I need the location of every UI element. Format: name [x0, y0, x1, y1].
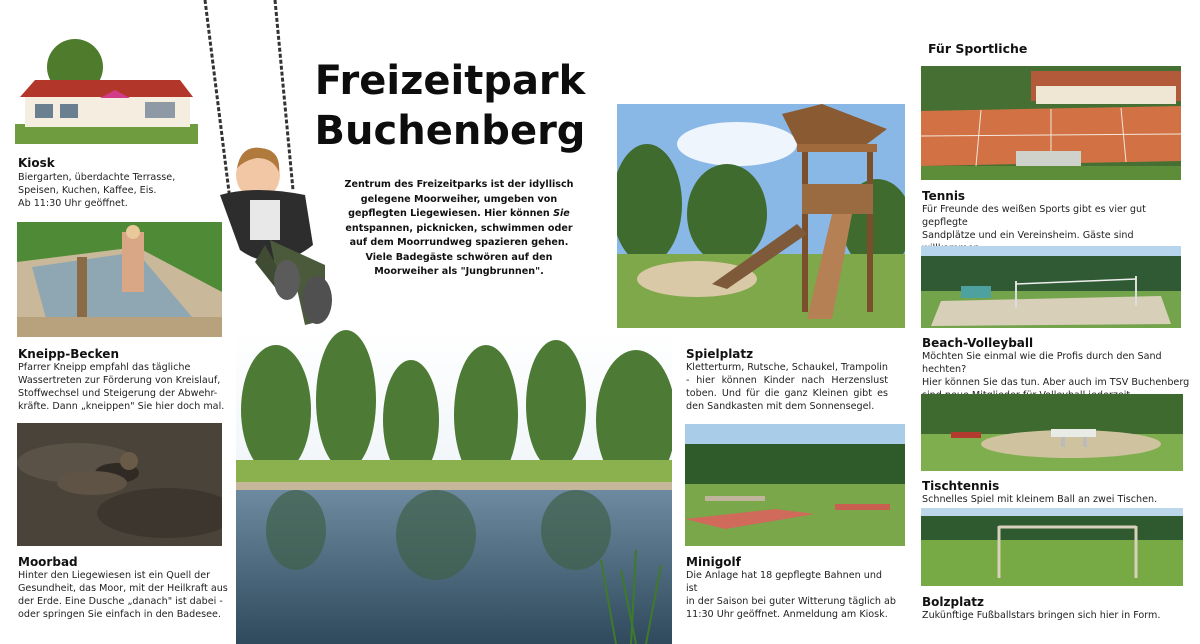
kneipp-line-4: kräfte. Dann „kneippen" Sie hier doch mal.: [18, 401, 225, 412]
tennis-line-1: Für Freunde des weißen Sports gibt es vier gut gepflegte: [922, 204, 1146, 228]
moorbad-line-4: oder springen Sie einfach in den Badesee.: [18, 609, 221, 620]
tischtennis-photo: [921, 394, 1183, 471]
kneipp-text: [18, 361, 228, 413]
kneipp-heading: Kneipp-Becken: [18, 347, 119, 361]
minigolf-line-2: in der Saison bei guter Witterung täglich ab: [686, 596, 896, 607]
playground-photo: [617, 104, 905, 328]
kneipp-line-1: Pfarrer Kneipp empfahl das tägliche: [18, 362, 191, 373]
moorbad-heading: Moorbad: [18, 555, 78, 569]
moorbad-line-2: Gesundheit, das Moor, mit der Heilkraft aus: [18, 583, 228, 594]
title-line-2: Buchenberg: [314, 108, 586, 154]
beach-line-2: Hier können Sie das tun. Aber auch im TSV Buchenberg: [922, 377, 1190, 388]
bolzplatz-photo: [921, 508, 1183, 586]
minigolf-text: [686, 569, 896, 621]
kiosk-heading: Kiosk: [18, 156, 55, 170]
kiosk-photo: [15, 32, 198, 144]
page-title: [300, 56, 600, 156]
spielplatz-heading: Spielplatz: [686, 347, 754, 361]
sports-heading: Für Sportliche: [928, 41, 1028, 56]
moorbad-line-1: Hinter den Liegewiesen ist ein Quell der: [18, 570, 211, 581]
moorbad-text: [18, 569, 228, 621]
beach-volleyball-photo: [921, 246, 1181, 328]
bolzplatz-text: [922, 609, 1192, 622]
spielplatz-text: Kletterturm, Rutsche, Schaukel, Trampolin - hier können Kinder nach Herzenslust toben. Und für die ganz Kleinen gibt es den Sandkasten mit dem Sonnensegel.: [686, 362, 888, 412]
beach-line-1: Möchten Sie einmal wie die Profis durch den Sand hechten?: [922, 351, 1162, 375]
kiosk-text: [18, 171, 198, 210]
bolzplatz-line-1: Zukünftige Fußballstars bringen sich hier in Form.: [922, 610, 1161, 621]
bolzplatz-heading: Bolzplatz: [922, 595, 985, 609]
minigolf-heading: Minigolf: [686, 555, 741, 569]
intro-emphasis: Sie: [553, 208, 570, 219]
kiosk-line-1: Biergarten, überdachte Terrasse,: [18, 172, 176, 183]
kiosk-line-2: Speisen, Kuchen, Kaffee, Eis.: [18, 185, 157, 196]
intro-text-after: entspannen, picknicken, schwimmen oder auf dem Moorrundweg spazieren gehen. Viele Badegäste schwören auf den Moorweiher als "Jungbrunnen".: [345, 222, 573, 277]
moorbad-line-3: der Erde. Eine Dusche „danach" ist dabei -: [18, 596, 223, 607]
title-line-1: Freizeitpark: [314, 58, 586, 104]
lake-photo: [236, 330, 672, 644]
kneipp-line-3: Stoffwechsel und Steigerung der Abwehr-: [18, 388, 218, 399]
tennis-photo: [921, 66, 1181, 180]
intro-text-before: Zentrum des Freizeitparks ist der idyllisch gelegene Moorweiher, umgeben von gepflegten Liegewiesen. Hier können: [344, 179, 574, 219]
tischtennis-line-1: Schnelles Spiel mit kleinem Ball an zwei Tischen.: [922, 494, 1158, 505]
tischtennis-heading: Tischtennis: [922, 479, 1000, 493]
kneipp-line-2: Wassertreten zur Förderung von Kreislauf,: [18, 375, 221, 386]
beach-volleyball-heading: Beach-Volleyball: [922, 336, 1034, 350]
tennis-heading: Tennis: [922, 189, 966, 203]
intro-paragraph: [340, 178, 578, 280]
kiosk-line-3: Ab 11:30 Uhr geöffnet.: [18, 198, 128, 209]
tischtennis-text: [922, 493, 1192, 506]
minigolf-line-3: 11:30 Uhr geöffnet. Anmeldung am Kiosk.: [686, 609, 888, 620]
minigolf-line-1: Die Anlage hat 18 gepflegte Bahnen und ist: [686, 570, 882, 594]
minigolf-photo: [685, 424, 905, 546]
kneipp-photo: [17, 222, 222, 337]
moorbad-photo: [17, 423, 222, 546]
tennis-line-2: Sandplätze und ein Vereinsheim. Gäste sind: [922, 230, 1134, 241]
